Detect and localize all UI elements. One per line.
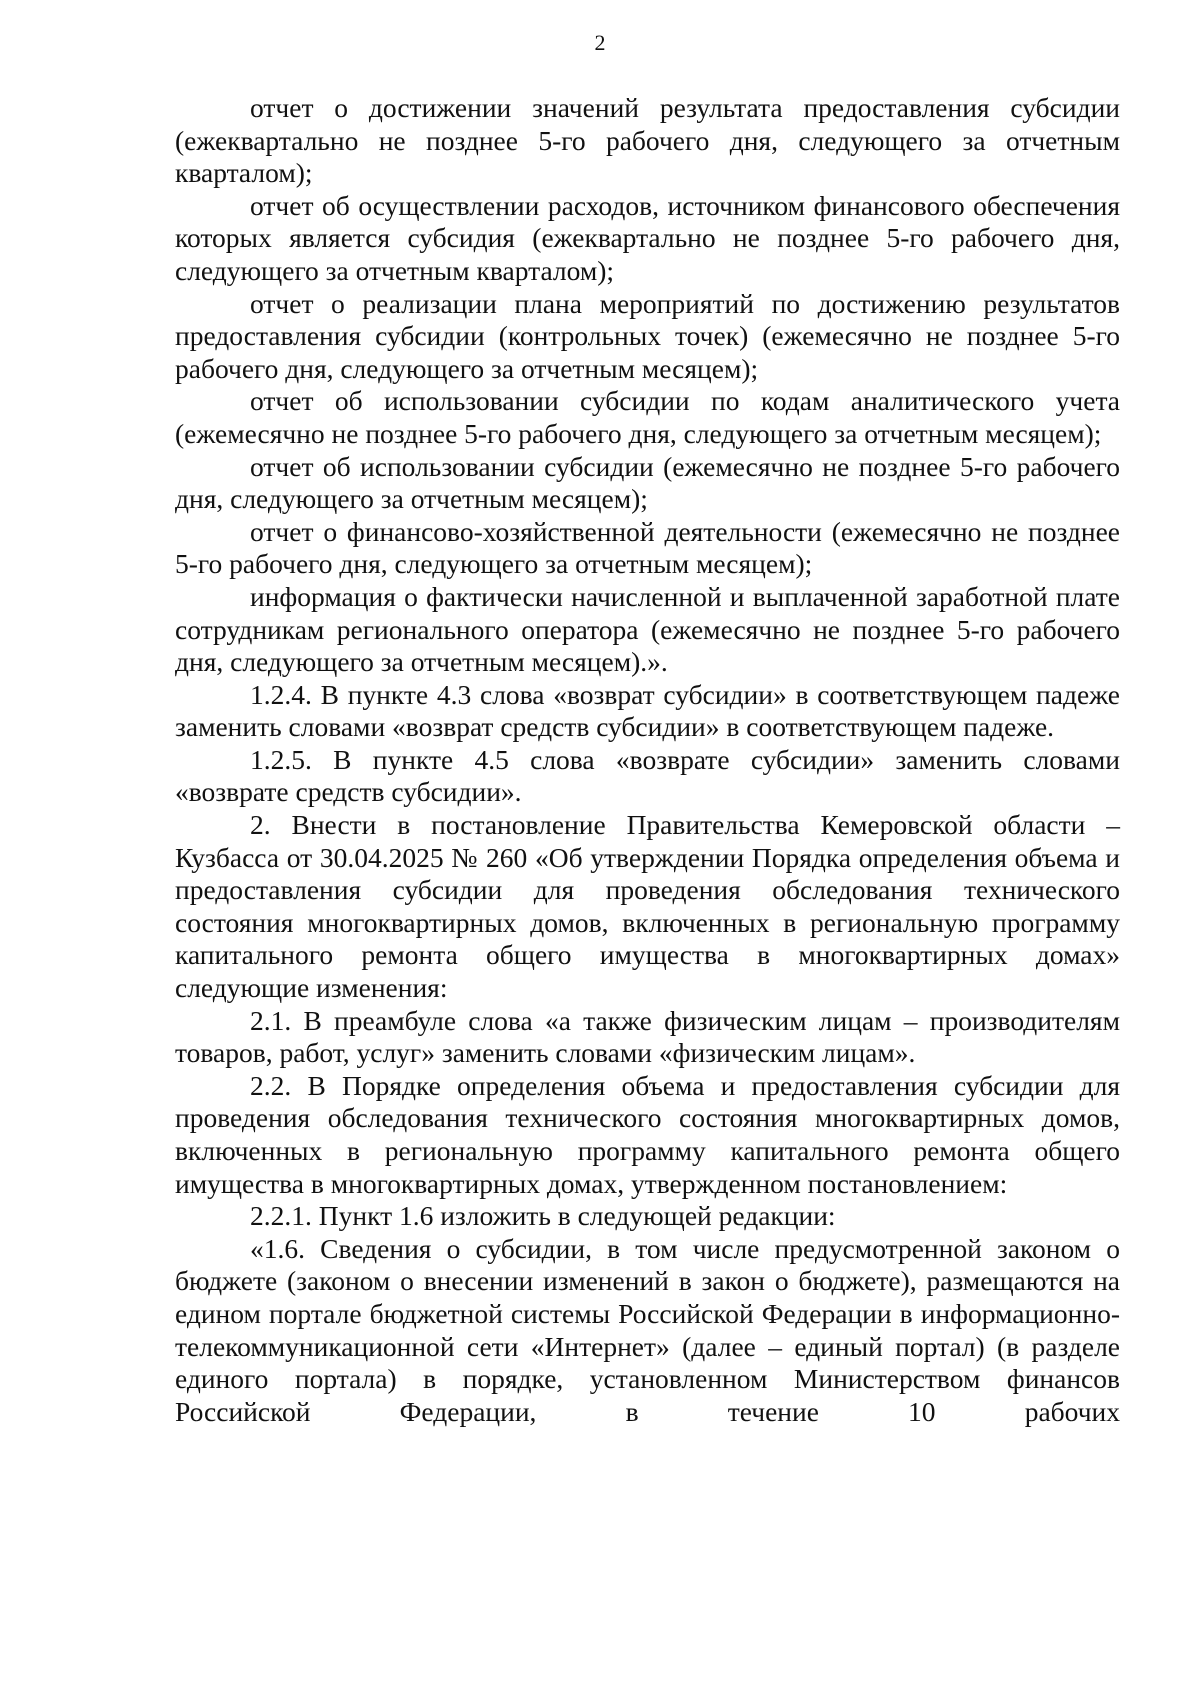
document-body (175, 92, 1120, 1428)
paragraph-report-analytic-codes: отчет об использовании субсидии по кодам аналитического учета (ежемесячно не позднее 5-го рабочего дня, следующего за отчетным месяцем); (175, 385, 1120, 449)
page-number: 2 (594, 30, 606, 55)
paragraph-1-2-4: 1.2.4. В пункте 4.3 слова «возврат субсидии» в соответствующем падеже заменить словами «возврат средств субсидии» в соответствующем падеже. (175, 678, 1120, 743)
paragraph-report-usage: отчет об использовании субсидии (ежемесячно не позднее 5-го рабочего дня, следующего за отчетным месяцем); (175, 450, 1120, 515)
paragraph-2-2: 2.2. В Порядке определения объема и предоставления субсидии для проведения обследования технического состояния многоквартирных домов, включенных в региональную программу капитального ремонта общего имущества в многоквартирных домах, утвержденном постановлением: (175, 1069, 1120, 1199)
paragraph-report-financial: отчет о финансово-хозяйственной деятельности (ежемесячно не позднее 5-го рабочего дня, следующего за отчетным месяцем); (175, 515, 1120, 580)
paragraph-report-results: отчет о достижении значений результата предоставления субсидии (ежеквартально не позднее 5-го рабочего дня, следующего за отчетным кварталом); (175, 92, 1120, 189)
paragraph-2-2-1: 2.2.1. Пункт 1.6 изложить в следующей редакции: (250, 1200, 836, 1232)
paragraph-salary-info: информация о фактически начисленной и выплаченной заработной плате сотрудникам регионального оператора (ежемесячно не позднее 5-го рабочего дня, следующего за отчетным месяцем).». (175, 580, 1120, 678)
paragraph-report-plan: отчет о реализации плана мероприятий по достижению результатов предоставления субсидии (контрольных точек) (ежемесячно не позднее 5-го рабочего дня, следующего за отчетным месяцем); (175, 287, 1120, 384)
paragraph-2: 2. Внести в постановление Правительства Кемеровской области – Кузбасса от 30.04.2025 № 260 «Об утверждении Порядка определения объема и предоставления субсидии для проведения обследования технического состояния многоквартирных домов, включенных в региональную программу капитального ремонта общего имущества в многоквартирных домах» следующие изменения: (175, 809, 1120, 1004)
paragraph-1-6: «1.6. Сведения о субсидии, в том числе предусмотренной законом о бюджете (законом о внесении изменений в закон о бюджете), размещаются на едином портале бюджетной системы Российской Федерации в информационно-телекоммуникационной сети «Интернет» (далее – единый портал) (в разделе единого портала) в порядке, установленном Министерством финансов Российской Федерации, в течение 10 рабочих (175, 1232, 1120, 1427)
paragraph-1-2-5: 1.2.5. В пункте 4.5 слова «возврате субсидии» заменить словами «возврате средств субсидии». (175, 743, 1120, 808)
paragraph-2-1: 2.1. В преамбуле слова «а также физическим лицам – производителям товаров, работ, услуг» заменить словами «физическим лицам». (175, 1004, 1120, 1069)
paragraph-report-expenses: отчет об осуществлении расходов, источником финансового обеспечения которых является субсидия (ежеквартально не позднее 5-го рабочего дня, следующего за отчетным кварталом); (175, 189, 1120, 286)
